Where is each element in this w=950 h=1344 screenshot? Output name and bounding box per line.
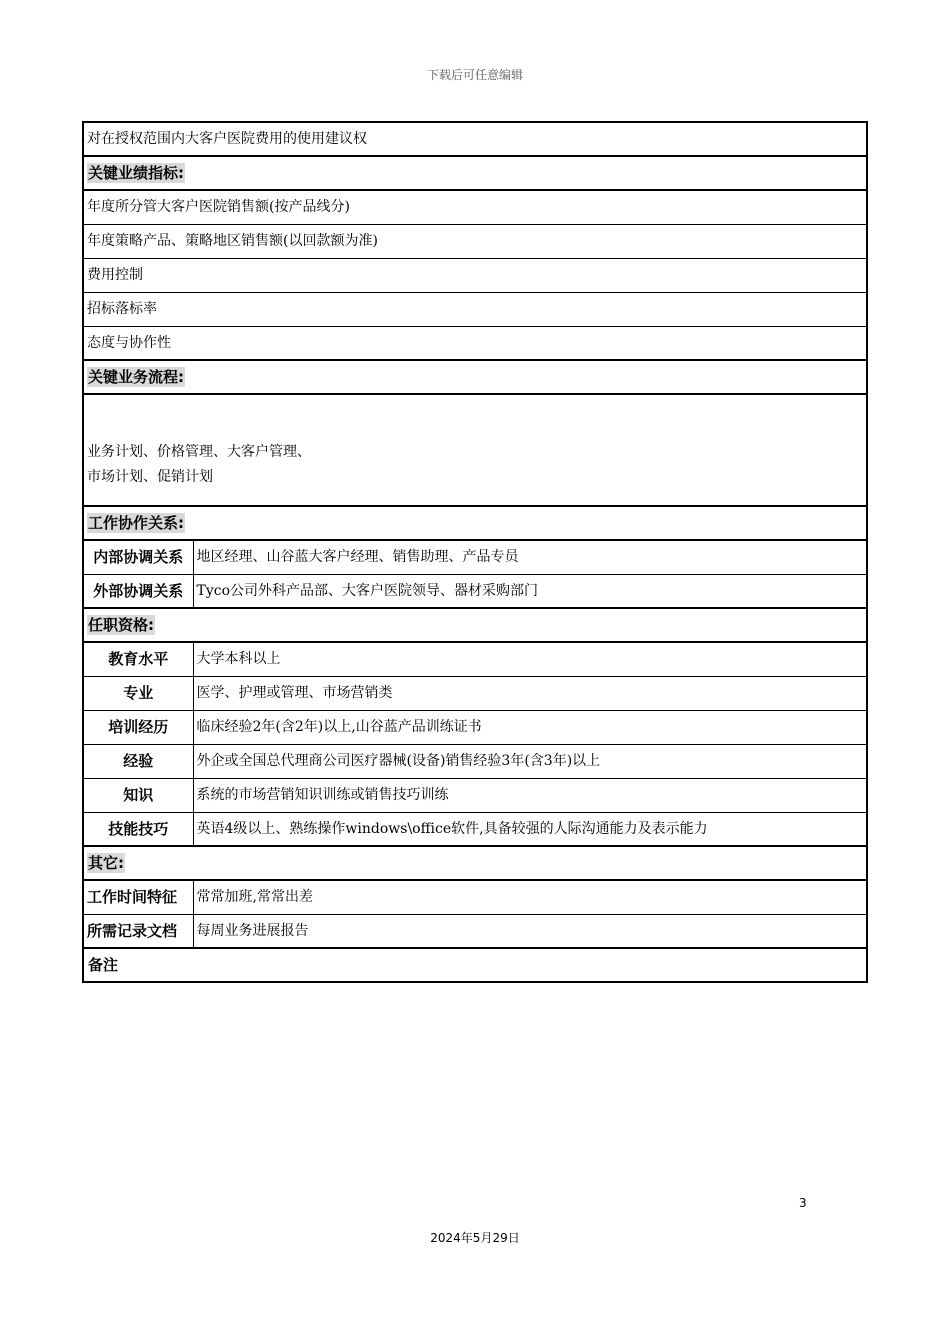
qual-label: 教育水平 <box>83 642 193 676</box>
qual-value: 临床经验2年(含2年)以上,山谷蓝产品训练证书 <box>193 710 867 744</box>
kpi-item: 招标落标率 <box>83 292 867 326</box>
qual-row <box>83 676 867 710</box>
qual-label: 技能技巧 <box>83 812 193 846</box>
other-row <box>83 880 867 914</box>
qual-value: 大学本科以上 <box>193 642 867 676</box>
kpi-item: 年度所分管大客户医院销售额(按产品线分) <box>83 190 867 224</box>
qual-row <box>83 812 867 846</box>
qual-label: 培训经历 <box>83 710 193 744</box>
kpi-item: 费用控制 <box>83 258 867 292</box>
kpi-row <box>83 190 867 224</box>
other-label: 所需记录文档 <box>83 914 193 948</box>
kpi-row <box>83 224 867 258</box>
page-header: 下载后可任意编辑 <box>426 68 523 82</box>
qual-section-title: 任职资格: <box>88 615 154 634</box>
collab-row <box>83 540 867 574</box>
qual-label: 经验 <box>83 744 193 778</box>
process-row <box>83 394 867 506</box>
authority-row <box>83 122 867 156</box>
qual-row <box>83 642 867 676</box>
other-label: 工作时间特征 <box>83 880 193 914</box>
kpi-row <box>83 292 867 326</box>
remarks-row <box>83 948 867 982</box>
other-header-row <box>83 846 867 880</box>
kpi-item: 态度与协作性 <box>83 326 867 360</box>
page-number: 3 <box>799 1196 807 1210</box>
page-footer-date: 2024年5月29日 <box>430 1231 520 1245</box>
qual-row <box>83 744 867 778</box>
collab-header-row <box>83 506 867 540</box>
collab-value: 地区经理、山谷蓝大客户经理、销售助理、产品专员 <box>193 540 867 574</box>
kpi-header-row <box>83 156 867 190</box>
process-header-row <box>83 360 867 394</box>
collab-value: Tyco公司外科产品部、大客户医院领导、器材采购部门 <box>193 574 867 608</box>
qual-label: 专业 <box>83 676 193 710</box>
qual-row <box>83 710 867 744</box>
process-line: 市场计划、促销计划 <box>87 469 213 485</box>
qual-value: 系统的市场营销知识训练或销售技巧训练 <box>193 778 867 812</box>
qual-value: 外企或全国总代理商公司医疗器械(设备)销售经验3年(含3年)以上 <box>193 744 867 778</box>
qual-row <box>83 778 867 812</box>
qual-value: 英语4级以上、熟练操作windows\office软件,具备较强的人际沟通能力及表示能力 <box>193 812 867 846</box>
qual-header-row <box>83 608 867 642</box>
qual-value: 医学、护理或管理、市场营销类 <box>193 676 867 710</box>
collab-section-title: 工作协作关系: <box>88 513 184 532</box>
other-row <box>83 914 867 948</box>
authority-item: 对在授权范围内大客户医院费用的使用建议权 <box>83 122 867 156</box>
process-section-title: 关键业务流程: <box>88 367 184 386</box>
collab-label: 内部协调关系 <box>83 540 193 574</box>
kpi-row <box>83 258 867 292</box>
qual-label: 知识 <box>83 778 193 812</box>
remarks-label: 备注 <box>88 955 119 974</box>
collab-row <box>83 574 867 608</box>
kpi-section-title: 关键业绩指标: <box>88 163 184 182</box>
other-value: 每周业务进展报告 <box>193 914 867 948</box>
collab-label: 外部协调关系 <box>83 574 193 608</box>
process-content <box>83 394 867 506</box>
job-description-table <box>82 121 868 983</box>
kpi-row <box>83 326 867 360</box>
other-section-title: 其它: <box>88 853 124 872</box>
kpi-item: 年度策略产品、策略地区销售额(以回款额为准) <box>83 224 867 258</box>
other-value: 常常加班,常常出差 <box>193 880 867 914</box>
process-line: 业务计划、价格管理、大客户管理、 <box>87 444 311 460</box>
